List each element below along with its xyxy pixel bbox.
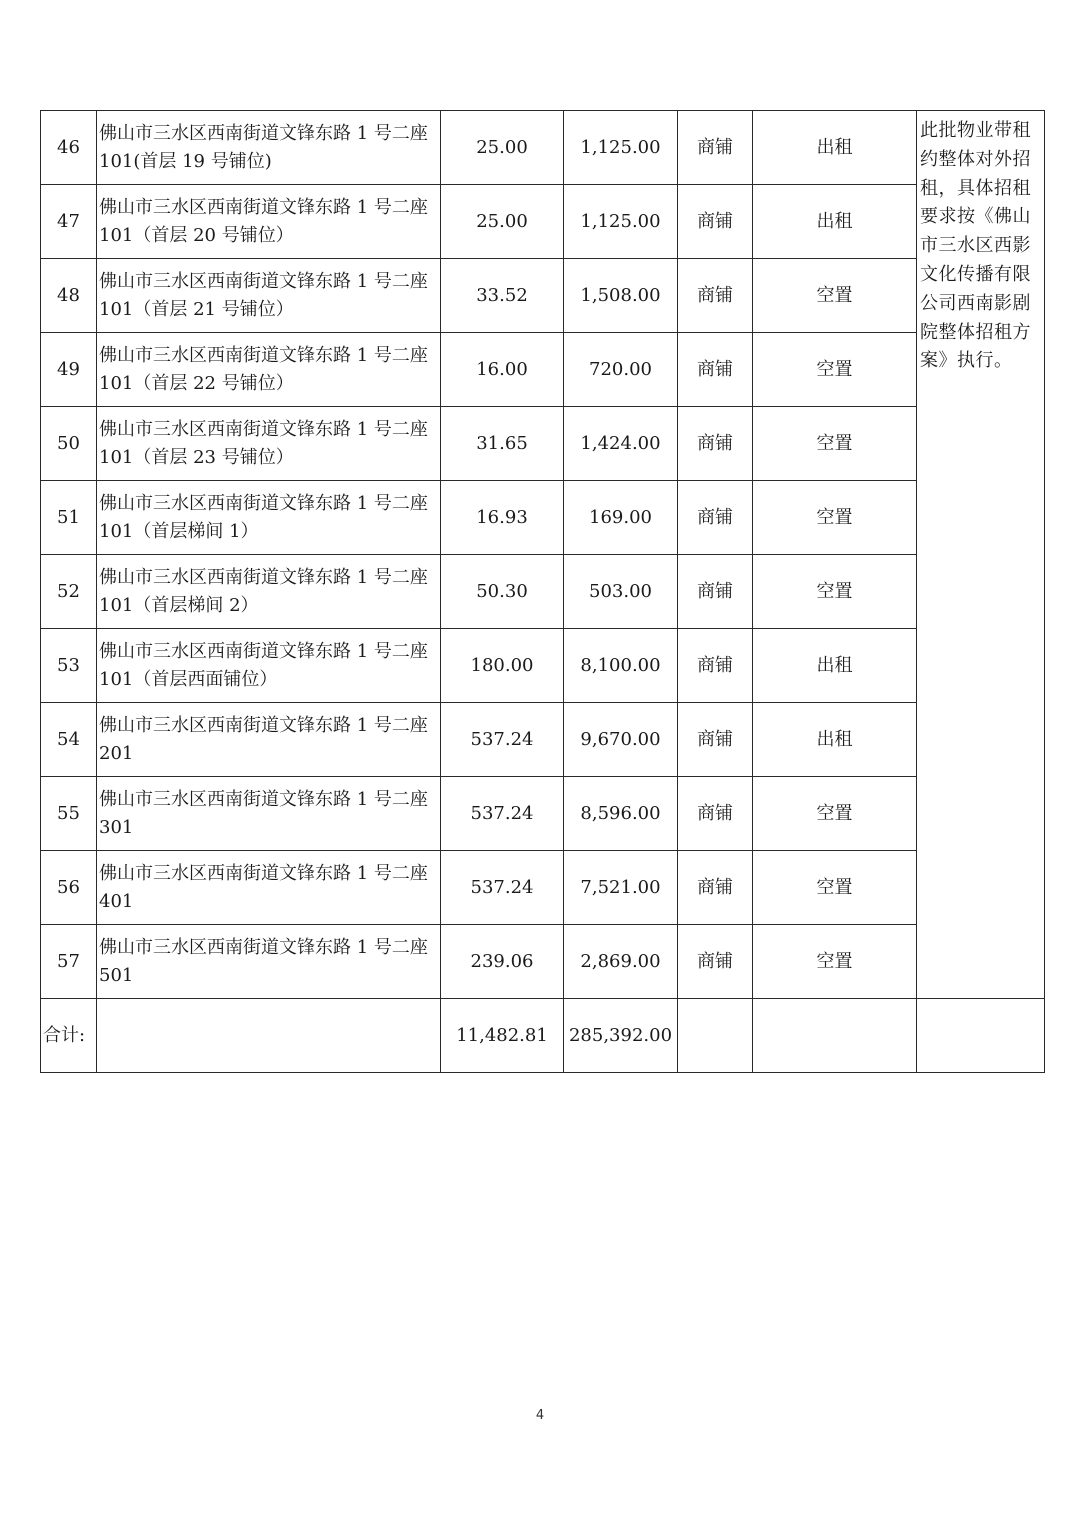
row-number: 48 — [41, 259, 97, 333]
total-label: 合计: — [41, 999, 97, 1073]
address-cell: 佛山市三水区西南街道文锋东路 1 号二座 401 — [97, 851, 441, 925]
status-cell: 空置 — [753, 259, 917, 333]
table-row — [41, 555, 1045, 629]
row-number: 57 — [41, 925, 97, 999]
address-cell: 佛山市三水区西南街道文锋东路 1 号二座 101（首层 20 号铺位） — [97, 185, 441, 259]
status-cell: 空置 — [753, 333, 917, 407]
table-body — [41, 111, 1045, 1073]
page-number: 4 — [535, 1408, 545, 1423]
area-cell: 180.00 — [441, 629, 564, 703]
table-row — [41, 629, 1045, 703]
type-cell: 商铺 — [678, 333, 753, 407]
row-number: 46 — [41, 111, 97, 185]
status-cell: 空置 — [753, 851, 917, 925]
table-row — [41, 111, 1045, 185]
total-address-empty — [97, 999, 441, 1073]
status-cell: 出租 — [753, 111, 917, 185]
area-cell: 16.00 — [441, 333, 564, 407]
area-cell: 16.93 — [441, 481, 564, 555]
status-cell: 空置 — [753, 777, 917, 851]
total-status-empty — [753, 999, 917, 1073]
rent-cell: 169.00 — [564, 481, 678, 555]
address-cell: 佛山市三水区西南街道文锋东路 1 号二座 101（首层西面铺位） — [97, 629, 441, 703]
address-cell: 佛山市三水区西南街道文锋东路 1 号二座 101（首层梯间 2） — [97, 555, 441, 629]
table-row — [41, 777, 1045, 851]
status-cell: 空置 — [753, 407, 917, 481]
rent-cell: 1,508.00 — [564, 259, 678, 333]
total-row — [41, 999, 1045, 1073]
address-cell: 佛山市三水区西南街道文锋东路 1 号二座 301 — [97, 777, 441, 851]
area-cell: 537.24 — [441, 777, 564, 851]
type-cell: 商铺 — [678, 259, 753, 333]
address-cell: 佛山市三水区西南街道文锋东路 1 号二座 101（首层 21 号铺位） — [97, 259, 441, 333]
area-cell: 239.06 — [441, 925, 564, 999]
status-cell: 出租 — [753, 629, 917, 703]
rent-cell: 720.00 — [564, 333, 678, 407]
type-cell: 商铺 — [678, 407, 753, 481]
type-cell: 商铺 — [678, 185, 753, 259]
area-cell: 33.52 — [441, 259, 564, 333]
type-cell: 商铺 — [678, 703, 753, 777]
table-row — [41, 851, 1045, 925]
row-number: 53 — [41, 629, 97, 703]
address-cell: 佛山市三水区西南街道文锋东路 1 号二座 101（首层梯间 1） — [97, 481, 441, 555]
address-cell: 佛山市三水区西南街道文锋东路 1 号二座 101（首层 22 号铺位） — [97, 333, 441, 407]
rent-cell: 7,521.00 — [564, 851, 678, 925]
type-cell: 商铺 — [678, 925, 753, 999]
table-row — [41, 407, 1045, 481]
status-cell: 空置 — [753, 925, 917, 999]
address-cell: 佛山市三水区西南街道文锋东路 1 号二座 201 — [97, 703, 441, 777]
type-cell: 商铺 — [678, 111, 753, 185]
row-number: 49 — [41, 333, 97, 407]
row-number: 55 — [41, 777, 97, 851]
table-row — [41, 481, 1045, 555]
rent-cell: 8,100.00 — [564, 629, 678, 703]
type-cell: 商铺 — [678, 481, 753, 555]
status-cell: 空置 — [753, 555, 917, 629]
rent-cell: 9,670.00 — [564, 703, 678, 777]
area-cell: 31.65 — [441, 407, 564, 481]
rent-cell: 503.00 — [564, 555, 678, 629]
status-cell: 出租 — [753, 703, 917, 777]
table-row — [41, 703, 1045, 777]
address-cell: 佛山市三水区西南街道文锋东路 1 号二座 101(首层 19 号铺位) — [97, 111, 441, 185]
status-cell: 出租 — [753, 185, 917, 259]
total-note-empty — [917, 999, 1045, 1073]
table-row — [41, 333, 1045, 407]
rent-cell: 1,125.00 — [564, 111, 678, 185]
address-cell: 佛山市三水区西南街道文锋东路 1 号二座 501 — [97, 925, 441, 999]
table-row — [41, 259, 1045, 333]
rent-cell: 2,869.00 — [564, 925, 678, 999]
row-number: 52 — [41, 555, 97, 629]
rent-cell: 1,424.00 — [564, 407, 678, 481]
area-cell: 25.00 — [441, 111, 564, 185]
rent-cell: 8,596.00 — [564, 777, 678, 851]
type-cell: 商铺 — [678, 629, 753, 703]
status-cell: 空置 — [753, 481, 917, 555]
row-number: 50 — [41, 407, 97, 481]
total-type-empty — [678, 999, 753, 1073]
row-number: 47 — [41, 185, 97, 259]
remarks-cell: 此批物业带租约整体对外招租，具体招租要求按《佛山市三水区西影文化传播有限公司西南影剧院整体招租方案》执行。 — [917, 111, 1045, 999]
area-cell: 50.30 — [441, 555, 564, 629]
table-row — [41, 925, 1045, 999]
table-row — [41, 185, 1045, 259]
rent-cell: 1,125.00 — [564, 185, 678, 259]
row-number: 51 — [41, 481, 97, 555]
row-number: 54 — [41, 703, 97, 777]
area-cell: 25.00 — [441, 185, 564, 259]
address-cell: 佛山市三水区西南街道文锋东路 1 号二座 101（首层 23 号铺位） — [97, 407, 441, 481]
area-cell: 537.24 — [441, 703, 564, 777]
property-table — [40, 110, 1045, 1073]
total-rent: 285,392.00 — [564, 999, 678, 1073]
row-number: 56 — [41, 851, 97, 925]
area-cell: 537.24 — [441, 851, 564, 925]
type-cell: 商铺 — [678, 777, 753, 851]
total-area: 11,482.81 — [441, 999, 564, 1073]
type-cell: 商铺 — [678, 851, 753, 925]
type-cell: 商铺 — [678, 555, 753, 629]
